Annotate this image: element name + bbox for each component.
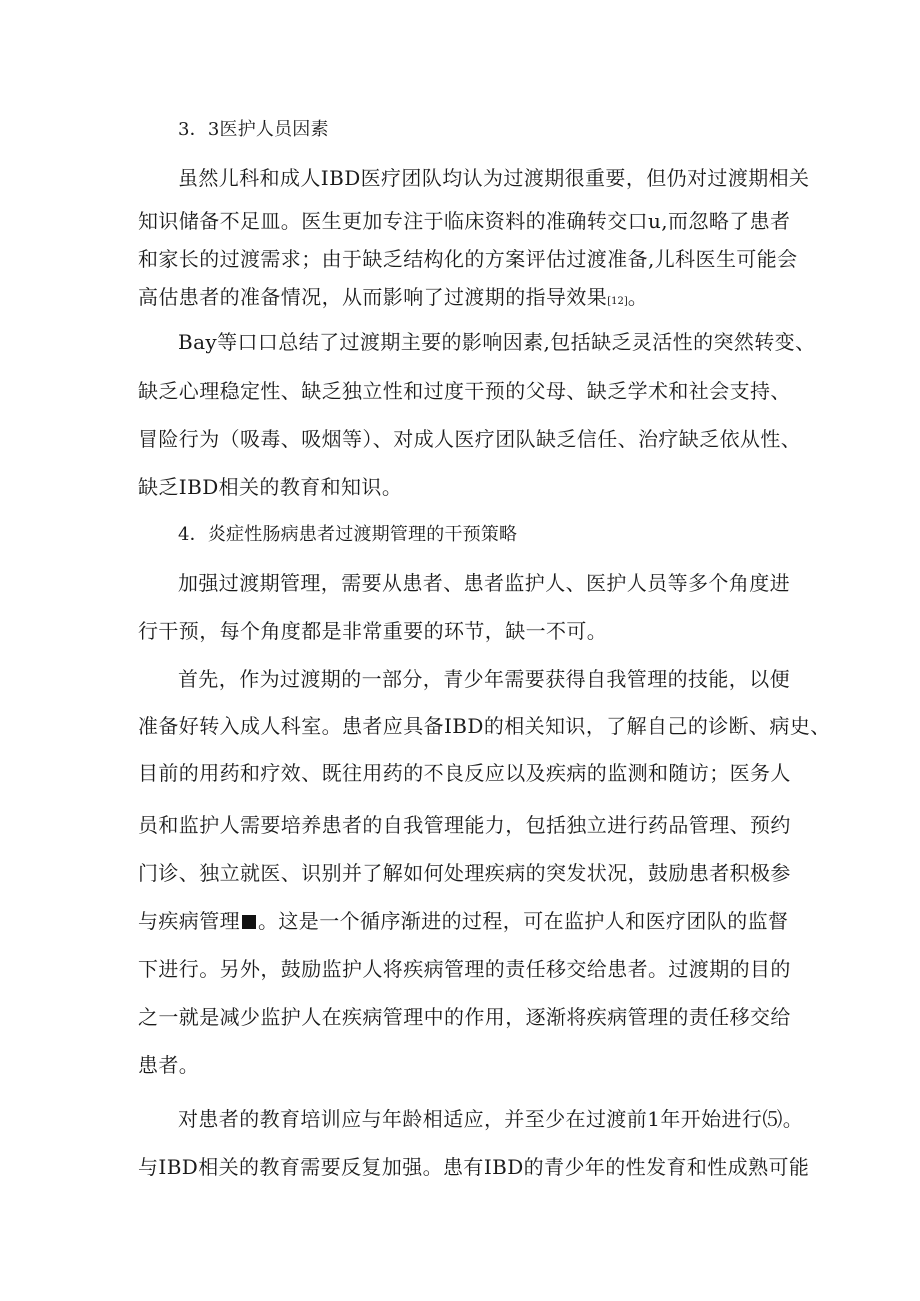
paragraph-line [138,908,788,934]
section-4-heading: 4．炎症性肠病患者过渡期管理的干预策略 [178,524,518,545]
paragraph-line: 缺乏心理稳定性、缺乏独立性和过度干预的父母、缺乏学术和社会支持、 [138,379,791,403]
citation-ref: [12] [607,296,628,307]
paragraph-line: 首先，作为过渡期的一部分，青少年需要获得自我管理的技能，以便 [178,667,790,691]
paragraph-end: 。 [627,285,649,309]
paragraph-line: 患者。 [138,1053,200,1077]
paragraph-line: 之一就是减少监护人在疾病管理中的作用，逐渐将疾病管理的责任移交给 [138,1005,791,1029]
paragraph-line: 冒险行为（吸毒、吸烟等）、对成人医疗团队缺乏信任、治疗缺乏依从性、 [138,427,802,451]
paragraph-line: 缺乏IBD相关的教育和知识。 [138,475,403,499]
paragraph-line: 和家长的过渡需求；由于缺乏结构化的方案评估过渡准备,儿科医生可能会 [138,247,798,271]
paragraph-line: Bay等口口总结了过渡期主要的影响因素,包括缺乏灵活性的突然转变、 [178,330,816,354]
paragraph-line: 与IBD相关的教育需要反复加强。患有IBD的青少年的性发育和性成熟可能 [138,1155,810,1179]
paragraph-line: 准备好转入成人科室。患者应具备IBD的相关知识，了解自己的诊断、病史、 [138,714,831,738]
paragraph-line: 对患者的教育培训应与年龄相适应，并至少在过渡前1年开始进行⑸。 [178,1107,804,1131]
paragraph-text: 高估患者的准备情况，从而影响了过渡期的指导效果 [138,285,608,309]
paragraph-line: 行干预，每个角度都是非常重要的环节，缺一不可。 [138,619,608,643]
paragraph-line: 门诊、独立就医、识别并了解如何处理疾病的突发状况，鼓励患者积极参 [138,861,791,885]
paragraph-line: 目前的用药和疗效、既往用药的不良反应以及疾病的监测和随访；医务人 [138,761,791,785]
section-3-3-heading: 3．3医护人员因素 [178,119,329,140]
paragraph-line: 下进行。另外，鼓励监护人将疾病管理的责任移交给患者。过渡期的目的 [138,957,791,981]
paragraph-line: 虽然儿科和成人IBD医疗团队均认为过渡期很重要，但仍对过渡期相关 [178,166,810,190]
paragraph-line [138,284,648,315]
paragraph-text: 与疾病管理 [138,909,240,933]
paragraph-line: 员和监护人需要培养患者的自我管理能力，包括独立进行药品管理、预约 [138,813,791,837]
paragraph-line: 加强过渡期管理，需要从患者、患者监护人、医护人员等多个角度进 [178,571,790,595]
redacted-citation-block [242,915,256,929]
paragraph-line: 知识储备不足皿。医生更加专注于临床资料的准确转交口u,而忽略了患者 [138,209,791,233]
paragraph-text: 。这是一个循序渐进的过程，可在监护人和医疗团队的监督 [258,909,789,933]
